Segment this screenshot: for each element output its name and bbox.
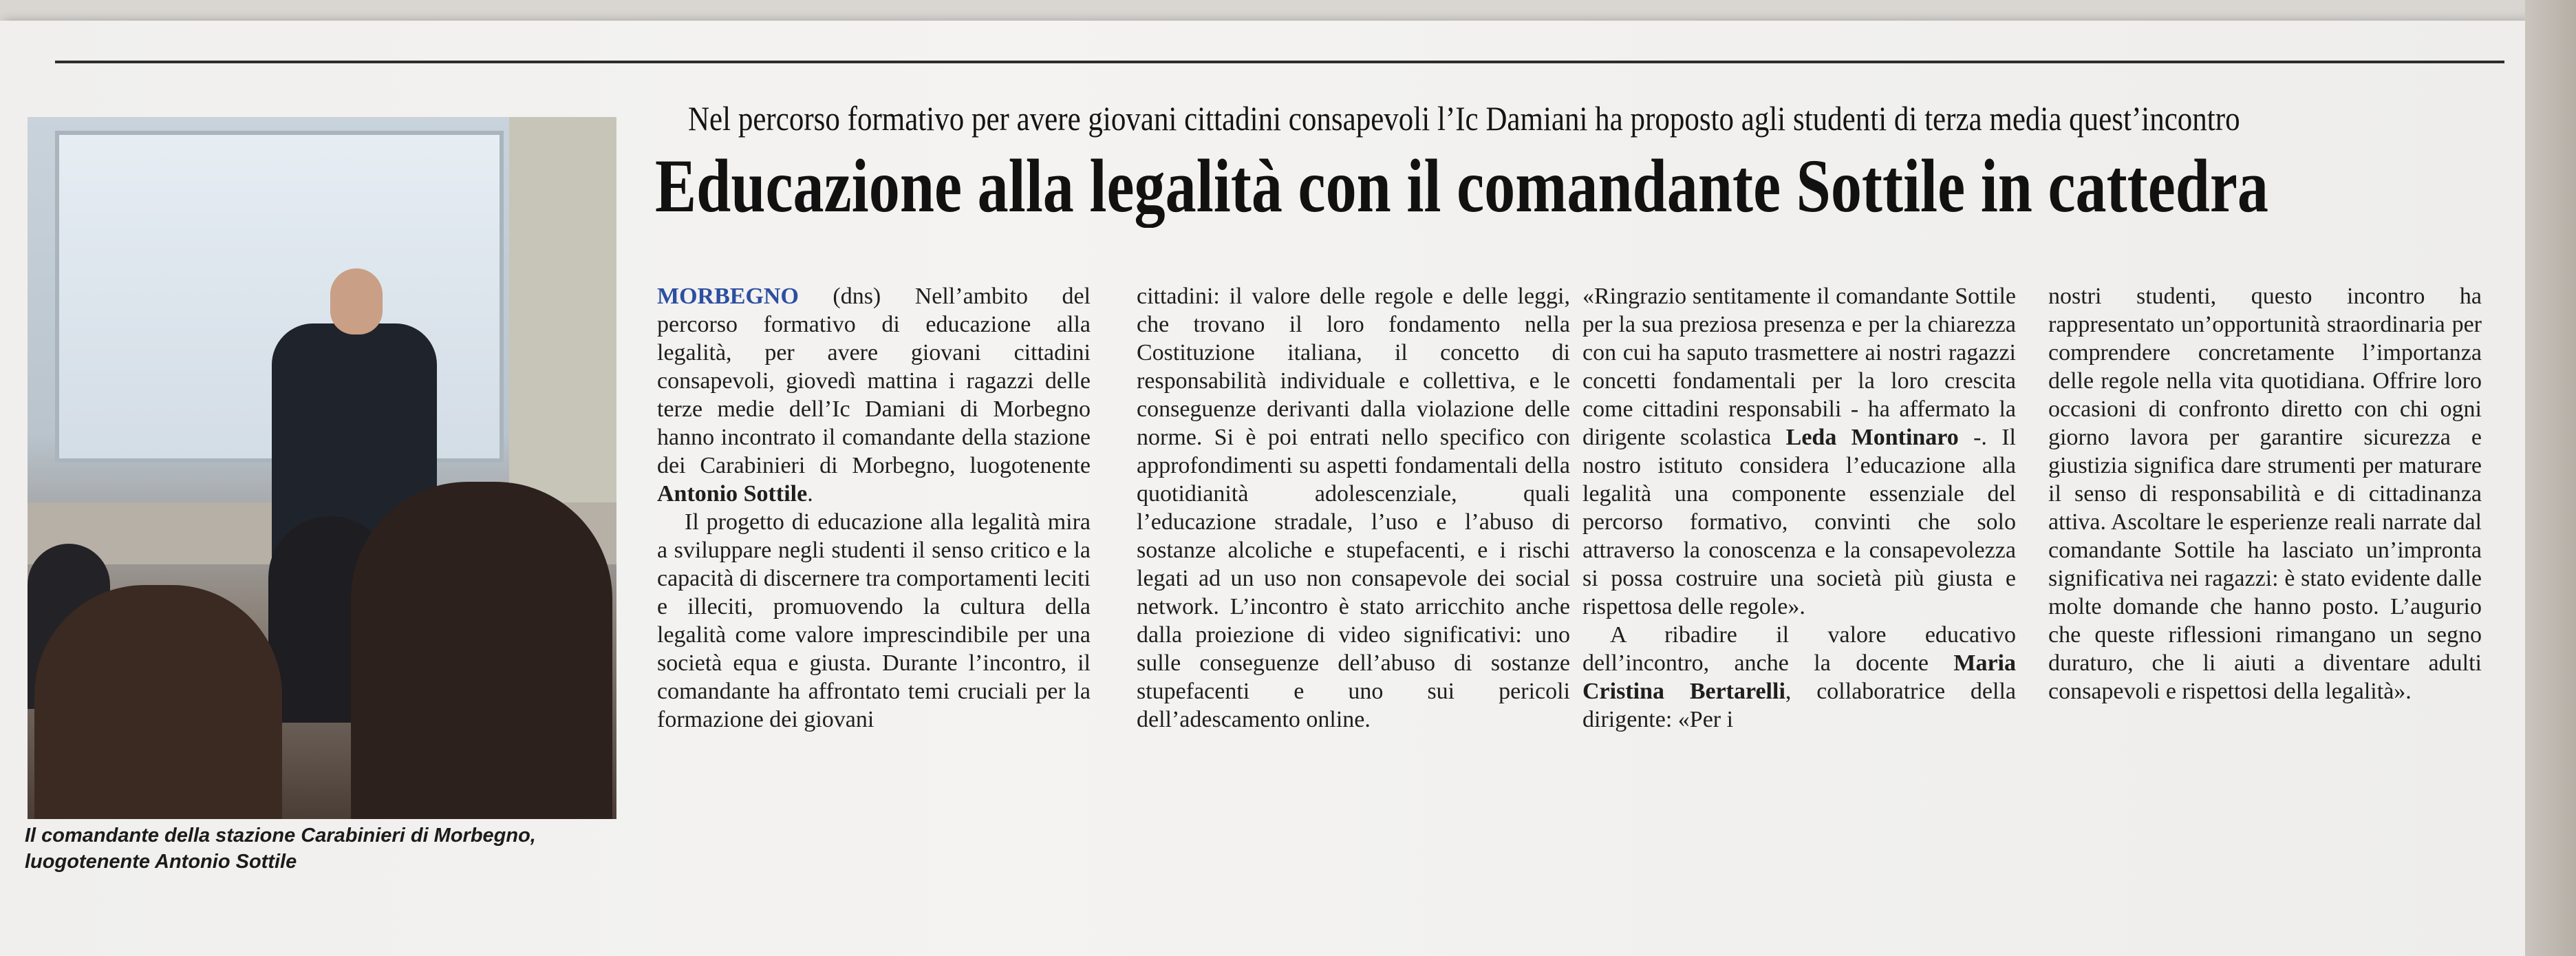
paragraph-text: .: [807, 481, 813, 507]
photo-door: [509, 117, 616, 502]
article-photo: [28, 117, 616, 819]
paragraph: cittadini: il valore delle regole e delle leggi, che trovano il loro fondamento nella Costituzione italiana, il concetto di responsabilità individuale e collettiva, e le conseguenze derivanti dalla violazione delle norme. Si è poi entrati nello specifico con approfondimenti su aspetti fondamentali della quotidianità adolescenziale, quali l’educazione stradale, l’uso e l’abuso di sostanze alcoliche e stupefacenti, e i rischi legati ad un uso non consapevole dei social network. L’incontro è stato arricchito anche dalla proiezione di video significativi: uno sulle conseguenze dell’abuso di sostanze stupefacenti e uno sui pericoli dell’adescamento online.: [1137, 284, 1570, 732]
page-edge: [2525, 0, 2576, 956]
paragraph-text: (dns) Nell’ambito del percorso formativo di educazione alla legalità, per avere giovani cittadini consapevoli, giovedì mattina i ragazzi delle terze medie dell’Ic Damiani di Morbegno hanno incontrato il comandante della stazione dei Carabinieri di Morbegno, luogotenente: [657, 284, 1091, 478]
person-name: Leda Montinaro: [1785, 425, 1959, 450]
article-column-1: [657, 282, 1091, 734]
paragraph: [657, 282, 1091, 508]
article-column-2: [1137, 282, 1570, 734]
newspaper-page: [0, 21, 2525, 956]
paragraph-text: «Ringrazio sentitamente il comandante Sottile per la sua preziosa presenza e per la chiarezza con cui ha saputo trasmettere ai nostri ragazzi concetti fondamentali per la loro crescita come cittadini responsabili - ha affermato la dirigente scolastica: [1582, 284, 2016, 450]
paragraph-text: , collaboratrice della dirigente: «Per i: [1582, 679, 2016, 732]
paragraph-text: -. Il nostro istituto considera l’educazione alla legalità una componente essenziale del percorso formativo, convinti che solo attraverso la conoscenza e la consapevolezza si possa costruire una società più giusta e rispettosa delle regole».: [1582, 425, 2017, 619]
paragraph: Il progetto di educazione alla legalità mira a sviluppare negli studenti il senso critico e la capacità di discernere tra comportamenti leciti e illeciti, promuovendo la cultura della legalità come valore imprescindibile per una società equa e giusta. Durante l’incontro, il comandante ha affrontato temi cruciali per la formazione dei giovani: [657, 509, 1091, 732]
paragraph: nostri studenti, questo incontro ha rappresentato un’opportunità straordinaria per comprendere concretamente l’importanza delle regole nella vita quotidiana. Offrire loro occasioni di confronto diretto con chi ogni giorno lavora per garantire sicurezza e giustizia significa dare strumenti per maturare il senso di responsabilità e di cittadinanza attiva. Ascoltare le esperienze reali narrate dal comandante Sottile ha lasciato un’impronta significativa nei ragazzi: è stato evidente dalle molte domande che hanno posto. L’augurio che queste riflessioni rimangano un segno duraturo, che li aiuti a diventare adulti consapevoli e rispettosi della legalità».: [2048, 284, 2482, 704]
article-headline: Educazione alla legalità con il comandante Sottile in cattedra: [655, 144, 2269, 228]
paragraph: [1582, 621, 2016, 734]
student-figure: [351, 482, 612, 819]
person-name: Antonio Sottile: [657, 481, 808, 507]
article-kicker: Nel percorso formativo per avere giovani cittadini consapevoli l’Ic Damiani ha proposto agli studenti di terza media quest’incontro: [688, 99, 2240, 138]
top-rule: [55, 61, 2504, 63]
person-name: Maria Cristina Bertarelli: [1582, 650, 2016, 704]
dateline-place: MORBEGNO: [657, 284, 799, 309]
officer-head: [330, 268, 383, 334]
article-column-4: [2048, 282, 2482, 705]
article-column-3: [1582, 282, 2016, 734]
paragraph-text: A ribadire il valore educativo dell’incontro, anche la docente: [1582, 622, 2016, 676]
paragraph: [1582, 282, 2016, 621]
student-figure: [34, 585, 282, 819]
photo-caption: Il comandante della stazione Carabinieri di Morbegno, luogotenente Antonio Sottile: [25, 825, 536, 873]
